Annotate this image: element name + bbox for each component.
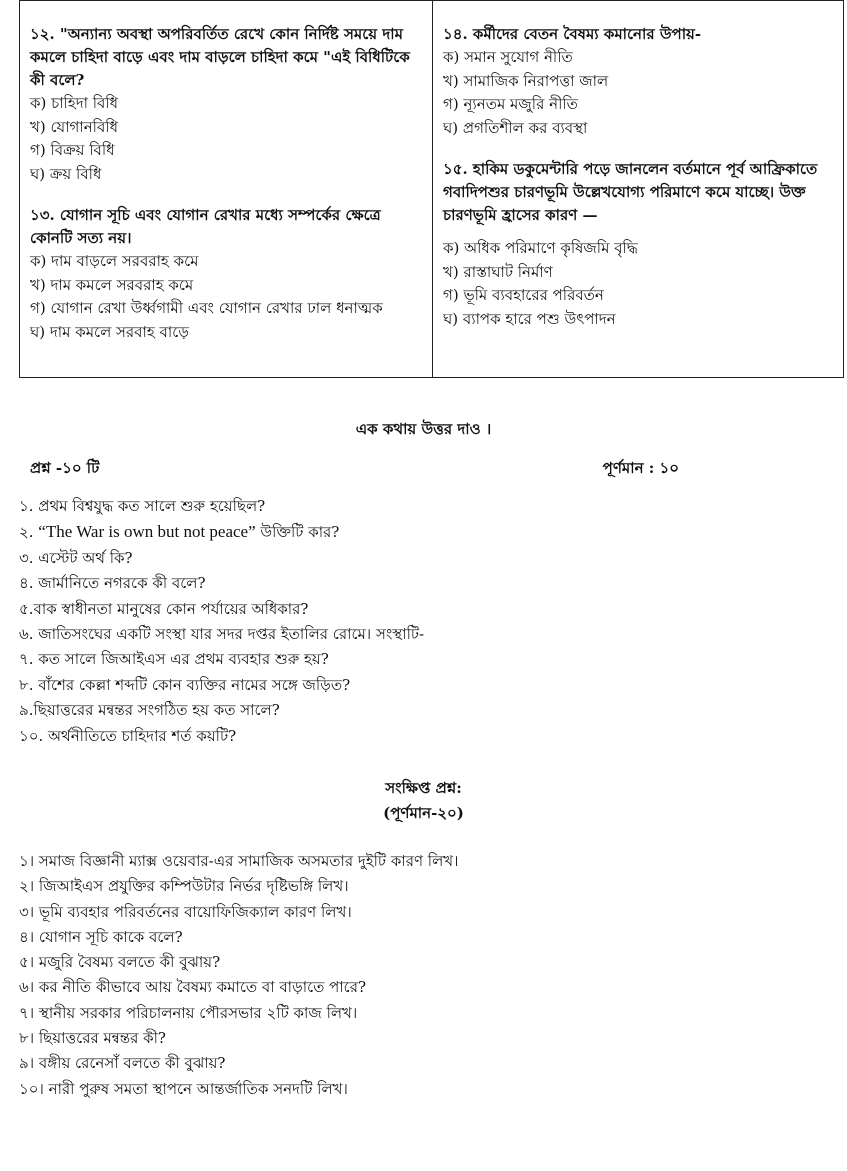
list-item: ৯.ছিয়াত্তরের মন্বন্তর সংগঠিত হয় কত সালে?	[19, 701, 280, 720]
list-item: ১। সমাজ বিজ্ঞানী ম্যাক্স ওয়েবার-এর সামাজিক অসমতার দুইটি কারণ লিখ।	[19, 852, 459, 870]
option-d: ঘ) ক্রয় বিধি	[30, 164, 102, 183]
option-b: খ) সামাজিক নিরাপত্তা জাল	[443, 71, 609, 90]
list-item: ৮। ছিয়াত্তরের মন্বন্তর কী?	[19, 1029, 166, 1048]
list-item: ৩। ভূমি ব্যবহার পরিবর্তনের বায়োফিজিক্যাল কারণ লিখ।	[19, 902, 352, 921]
quote-text: “The War is own but not peace”	[38, 522, 256, 542]
option-a: ক) সমান সুযোগ নীতি	[443, 48, 573, 66]
question-13	[30, 204, 422, 344]
list-item: ৫.বাক স্বাধীনতা মানুষের কোন পর্যায়ের অধিকার?	[19, 599, 309, 618]
list-item: ৮. বাঁশের কেল্লা শব্দটি কোন ব্যক্তির নামের সঙ্গে জড়িত?	[19, 675, 351, 694]
option-d: ঘ) দাম কমলে সরবাহ বাড়ে	[30, 322, 189, 341]
mcq-right-column	[433, 1, 843, 377]
list-item: ৯। বঙ্গীয় রেনেসাঁ বলতে কী বুঝায়?	[19, 1054, 226, 1073]
option-c: গ) ভূমি ব্যবহারের পরিবর্তন	[443, 286, 604, 304]
list-item: ১. প্রথম বিশ্বযুদ্ধ কত সালে শুরু হয়েছিল?	[19, 497, 266, 515]
short-questions-marks: (পূর্ণমান-২০)	[383, 804, 464, 822]
list-item: ১০. অর্থনীতিতে চাহিদার শর্ত কয়টি?	[19, 726, 237, 745]
list-item: ৬. জাতিসংঘের একটি সংস্থা যার সদর দপ্তর ইতালির রোমে। সংস্থাটি-	[19, 625, 425, 644]
option-c: গ) বিক্রয় বিধি	[30, 141, 115, 159]
one-word-heading: এক কথায় উত্তর দাও ।	[355, 420, 492, 438]
question-text: উক্তিটি কার?	[255, 523, 340, 542]
question-15	[443, 158, 833, 331]
mcq-left-column	[20, 1, 433, 377]
list-item: ৪। যোগান সূচি কাকে বলে?	[19, 927, 183, 946]
list-item: ৭। স্থানীয় সরকার পরিচালনায় পৌরসভার ২টি কাজ লিখ।	[19, 1003, 358, 1022]
short-questions-list	[19, 849, 458, 1102]
mcq-table	[19, 0, 844, 378]
option-c: গ) যোগান রেখা উর্ধ্বগামী এবং যোগান রেখার ঢাল ধনাত্মক	[30, 299, 383, 317]
question-count: প্রশ্ন -১০ টি	[30, 459, 100, 477]
question-12	[30, 23, 422, 186]
short-questions-heading: সংক্ষিপ্ত প্রশ্ন:	[385, 779, 462, 797]
question-title: ১৪. কর্মীদের বেতন বৈষম্য কমানোর উপায়-	[443, 25, 702, 43]
list-item	[19, 519, 424, 545]
option-b: খ) রাস্তাঘাট নির্মাণ	[443, 262, 553, 281]
list-item: ৬। কর নীতি কীভাবে আয় বৈষম্য কমাতে বা বাড়াতে পারে?	[19, 978, 366, 997]
option-c: গ) ন্যূনতম মজুরি নীতি	[443, 95, 578, 113]
question-number: ২.	[19, 523, 39, 542]
option-b: খ) দাম কমলে সরবরাহ কমে	[30, 275, 194, 294]
question-title: ১২. "অন্যান্য অবস্থা অপরিবর্তিত রেখে কোন নির্দিষ্ট সময়ে দাম কমলে চাহিদা বাড়ে এবং দাম বাড়লে চাহিদা কমে "এই বিধিটিকে কী বলে?	[30, 25, 410, 89]
spacer	[443, 227, 833, 237]
full-marks: পূর্ণমান : ১০	[602, 459, 679, 477]
question-14	[443, 23, 833, 140]
list-item: ১০। নারী পুরুষ সমতা স্থাপনে আন্তর্জাতিক সনদটি লিখ।	[19, 1079, 348, 1098]
list-item: ২। জিআইএস প্রযুক্তির কম্পিউটার নির্ভর দৃষ্টিভঙ্গি লিখ।	[19, 877, 349, 896]
list-item: ৫। মজুরি বৈষম্য বলতে কী বুঝায়?	[19, 953, 221, 972]
question-title: ১৩. যোগান সূচি এবং যোগান রেখার মধ্যে সম্পর্কের ক্ষেত্রে কোনটি সত্য নয়।	[30, 206, 381, 247]
list-item: ৭. কত সালে জিআইএস এর প্রথম ব্যবহার শুরু হয়?	[19, 650, 329, 669]
option-d: ঘ) ব্যাপক হারে পশু উৎপাদন	[443, 309, 616, 328]
question-title: ১৫. হাকিম ডকুমেন্টারি পড়ে জানলেন বর্তমানে পূর্ব আফ্রিকাতে গবাদিপশুর চারণভূমি উল্লেখযোগ্য পরিমাণে কমে যাচ্ছে। উক্ত চারণভূমি হ্রাসের কারণ —	[443, 160, 818, 224]
option-a: ক) চাহিদা বিধি	[30, 94, 119, 112]
option-b: খ) যোগানবিধি	[30, 117, 119, 136]
list-item: ৩. এস্টেট অর্থ কি?	[19, 548, 133, 567]
one-word-list	[19, 494, 424, 749]
option-a: ক) দাম বাড়লে সরবরাহ কমে	[30, 252, 199, 270]
option-a: ক) অধিক পরিমাণে কৃষিজমি বৃদ্ধি	[443, 239, 638, 257]
option-d: ঘ) প্রগতিশীল কর ব্যবস্থা	[443, 118, 588, 137]
list-item: ৪. জার্মানিতে নগরকে কী বলে?	[19, 574, 206, 593]
